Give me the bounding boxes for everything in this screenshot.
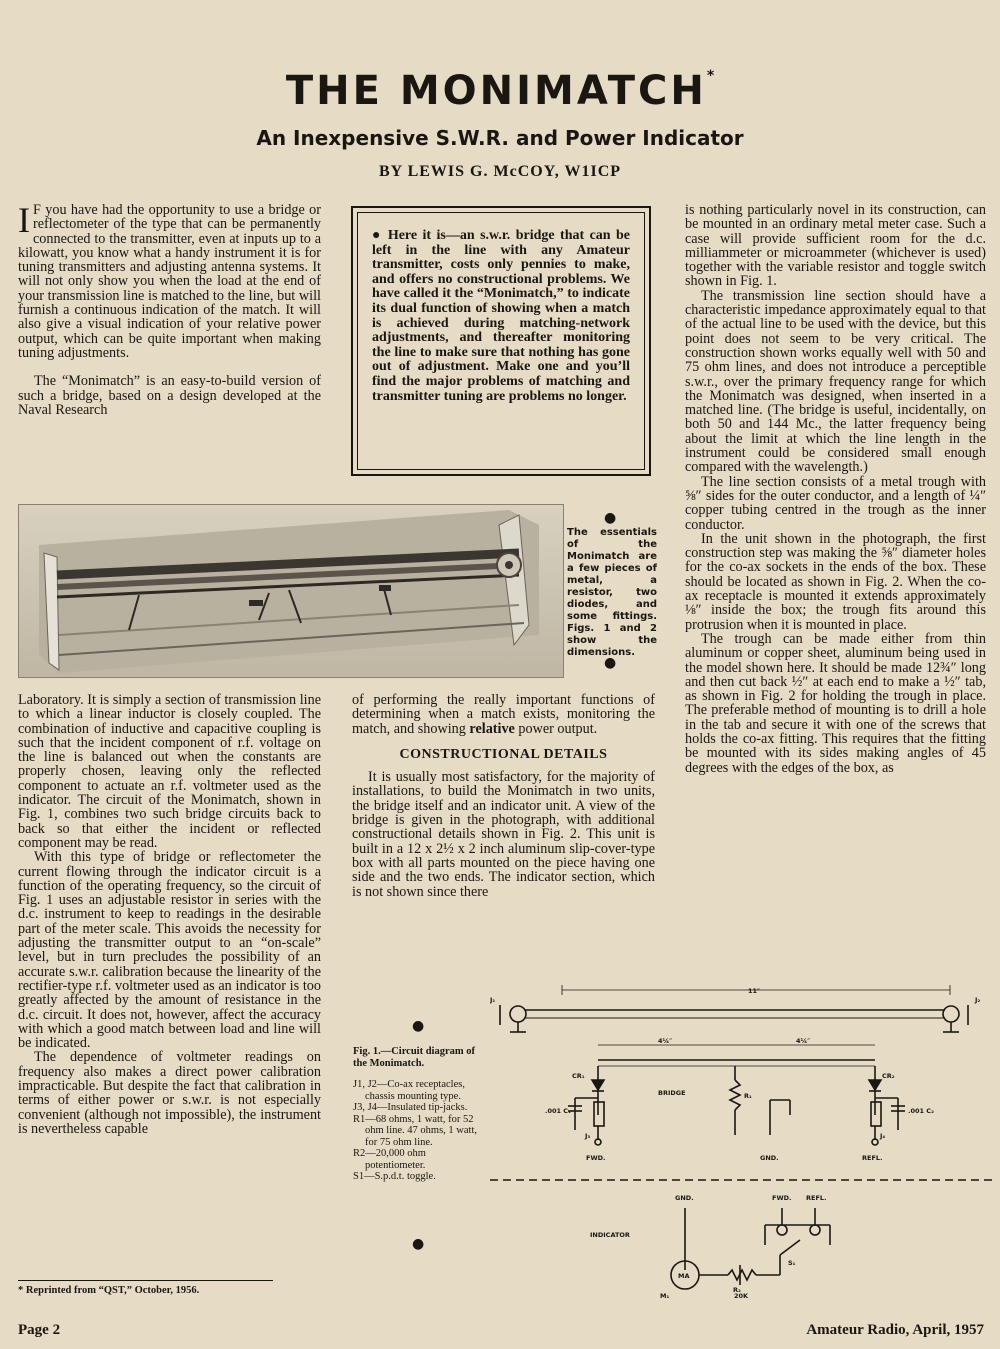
intro-paragraph: I F you have had the opportunity to use a bridge or reflectometer of the type that can be permanently connected to the transmitter, even at inputs up to a kilowatt, you know what a handy instrument it is for tuning transmitters and adjusting antenna systems. It will not only show you when the load at the end of your transmission line is matched to the line, but will furnish a continuous indication of the match. It will also give a visual indication of your relative power output, which can be quite important when making tuning adjustments. <box>18 200 321 361</box>
label-s1: S₁ <box>788 1259 796 1267</box>
paragraph: Laboratory. It is simply a section of transmission line to which a linear inductor is closely coupled. The combination of inductive and capacitive coupling is such that the incident component of r.f. voltage on the line is balanced out when the constants are properly chosen, leaving only the reflected component to actuate an r.f. voltmeter used as the indicator. The circuit of the Monimatch, shown in Fig. 1, combines two such bridge circuits back to back so that either the incident or reflected component may be read. <box>18 692 321 851</box>
bullet-icon: ● <box>372 228 383 243</box>
label-cr2: CR₂ <box>882 1072 895 1080</box>
label-c2: .001 C₂ <box>908 1107 934 1115</box>
column-2-bottom <box>352 693 655 899</box>
figure-caption-title: Fig. 1.—Circuit diagram of the Monimatch. <box>353 1046 476 1069</box>
label-gnd: GND. <box>760 1154 779 1162</box>
paragraph: of performing the really important functions of determining when a match exists, monitoring the match, and showing relative power output. <box>352 692 655 737</box>
label-indicator: INDICATOR <box>590 1231 630 1239</box>
label-cr1: CR₁ <box>572 1072 585 1080</box>
label-gnd-2: GND. <box>675 1194 694 1202</box>
bridge-photo <box>18 504 564 678</box>
label-j2: J₂ <box>975 996 981 1004</box>
photo-caption: The essentials of the Monimatch are a few pieces of metal, a resistor, two diodes, and some fittings. Figs. 1 and 2 show the dimensions. <box>567 527 657 658</box>
bullet-icon: ● <box>604 655 617 671</box>
label-length: 11″ <box>748 987 760 995</box>
paragraph: is nothing particularly novel in its construction, can be mounted in an ordinary metal meter case. Such a case will provide sufficient room for the d.c. milliammeter or microammeter (whichever is used) together with the variable resistor and toggle switch shown in Fig. 1. <box>685 202 986 290</box>
page-number: Page 2 <box>18 1322 61 1338</box>
section-heading: CONSTRUCTIONAL DETAILS <box>399 746 608 762</box>
parts-list <box>353 1079 488 1183</box>
bridge-photo-illustration <box>19 505 563 677</box>
label-fwd: FWD. <box>586 1154 606 1162</box>
label-meter: MA <box>678 1272 690 1280</box>
parts-list-item: R1—68 ohms, 1 watt, for 52 ohm line. 47 ohms, 1 watt, for 75 ohm line. <box>353 1113 477 1148</box>
label-j1: J₁ <box>490 996 496 1004</box>
emphasis-text: relative <box>469 720 515 737</box>
label-r2-value: 20K <box>734 1292 749 1300</box>
parts-list-item: J3, J4—Insulated tip-jacks. <box>353 1102 468 1113</box>
bullet-icon: ● <box>412 1236 425 1252</box>
drop-cap: I <box>18 200 30 240</box>
label-bridge: BRIDGE <box>658 1089 686 1097</box>
column-3 <box>685 203 986 775</box>
figure-caption <box>353 1046 488 1183</box>
bullet-icon: ● <box>412 1018 425 1034</box>
label-length-b: 4¼″ <box>796 1037 811 1045</box>
bullet-icon: ● <box>604 510 617 526</box>
parts-list-item: S1—S.p.d.t. toggle. <box>353 1171 436 1182</box>
paragraph: The line section consists of a metal trough with ⅝″ sides for the outer conductor, and a length of ¼″ copper tubing centred in the trough as the inner conductor. <box>685 473 986 533</box>
label-length-a: 4¼″ <box>658 1037 673 1045</box>
paragraph: With this type of bridge or reflectometer the current flowing through the indicator circuit is a function of the operating frequency, so the circuit of Fig. 1 uses an adjustable resistor in series with the d.c. instrument to keep to readings in the desirable part of the meter scale. This avoids the necessity for adjusting the transmitter output to an “on-scale” level, but in turn precludes the possibility of an accurate s.w.r. calibration because the linearity of the rectifier-type r.f. voltmeter used as an indicator is too greatly affected by the amount of resistance in the d.c. circuit. It does not, however, affect the accuracy with which a good match between load and line will be indicated. <box>18 849 321 1052</box>
parts-list-item: J1, J2—Co-ax receptacles, chassis mounting type. <box>353 1079 465 1102</box>
paragraph: The trough can be made either from thin aluminum or copper sheet, aluminum being used in the model shown here. It should be made 12¾″ long and then cut back ½″ at each end to make a ½″ tab, as shown in Fig. 2 for holding the trough in place. The preferable method of mounting is to drill a hole in the tab and secure it with one of the screws that holds the co-ax fitting. This requires that the fitting be mounted with its sides making angles of 45 degrees with the edges of the box, as <box>685 630 986 776</box>
label-m1: M₁ <box>660 1292 670 1300</box>
title-footnote-mark: * <box>706 68 715 84</box>
label-j4: J₄ <box>880 1132 886 1140</box>
label-r1: R₁ <box>744 1092 752 1100</box>
paragraph: In the unit shown in the photograph, the first construction step was making the ⅝″ diameter holes for the co-ax sockets in the ends of the box. These should be located as shown in Fig. 2. When the co-ax receptacle is mounted it extends approximately ⅛″ inside the box; the trough fits around this protrusion when it is mounted in place. <box>685 530 986 633</box>
article-subtitle: An Inexpensive S.W.R. and Power Indicator <box>256 126 744 150</box>
editorial-box-text: ● Here it is—an s.w.r. bridge that can be left in the line with any Amateur transmitter, costs only pennies to make, and offers no constructional problems. We have called it the “Monimatch,” to indicate its dual function of showing when a match is achieved during matching-network adjustments, and thereafter monitoring the line to make sure that nothing has gone out of adjustment. Make one and you’ll find the major problems of matching and transmitter tuning are problems no longer. <box>357 212 645 470</box>
article-byline: BY LEWIS G. McCOY, W1ICP <box>378 163 622 180</box>
label-refl-2: REFL. <box>806 1194 827 1202</box>
label-fwd-2: FWD. <box>772 1194 792 1202</box>
label-r2: R₂ <box>733 1286 741 1294</box>
publication-info: Amateur Radio, April, 1957 <box>806 1322 984 1338</box>
circuit-diagram <box>490 980 995 1300</box>
editorial-box <box>351 206 651 476</box>
parts-list-item: R2—20,000 ohm potentiometer. <box>353 1148 426 1171</box>
article-title: THE MONIMATCH* <box>285 68 715 114</box>
label-j3: J₃ <box>585 1132 591 1140</box>
paragraph: The dependence of voltmeter readings on frequency also makes a direct power calibration impracticable. But despite the fact that calibration in terms of either power or s.w.r. is not especially convenient (although not impossible), the instrument is nevertheless capable <box>18 1049 321 1137</box>
paragraph: It is usually most satisfactory, for the majority of installations, to build the Monimatch in two units, the bridge itself and an indicator unit. A view of the bridge is given in the photograph, with additional constructional details shown in Fig. 2. This unit is built in a 12 x 2½ x 2 inch aluminum slip-cover-type box with all parts mounted on the piece having one side and the two ends. The indicator section, which is not shown since there <box>352 769 655 900</box>
column-1-bottom <box>18 693 321 1136</box>
label-refl: REFL. <box>862 1154 883 1162</box>
label-c1: .001 C₁ <box>545 1107 571 1115</box>
column-1-top <box>18 200 321 418</box>
footnote: * Reprinted from “QST,” October, 1956. <box>18 1285 200 1296</box>
paragraph: The “Monimatch” is an easy-to-build version of such a bridge, based on a design developed at the Naval Research <box>18 373 321 418</box>
footnote-rule <box>18 1280 273 1281</box>
paragraph: The transmission line section should have a characteristic impedance approximately equal to that of the actual line to be used with the device, but this point does not seem to be very critical. The construction shown works equally well with 50 and 75 ohm lines, and does not introduce a perceptible s.w.r., over the primary frequency range for which the Monimatch was designed, when inserted in a matched line. (The bridge is useful, incidentally, on both 50 and 144 Mc., the latter frequency being about the limit at which the line length in the instrument could be considered small enough compared with the wavelength.) <box>685 287 986 476</box>
